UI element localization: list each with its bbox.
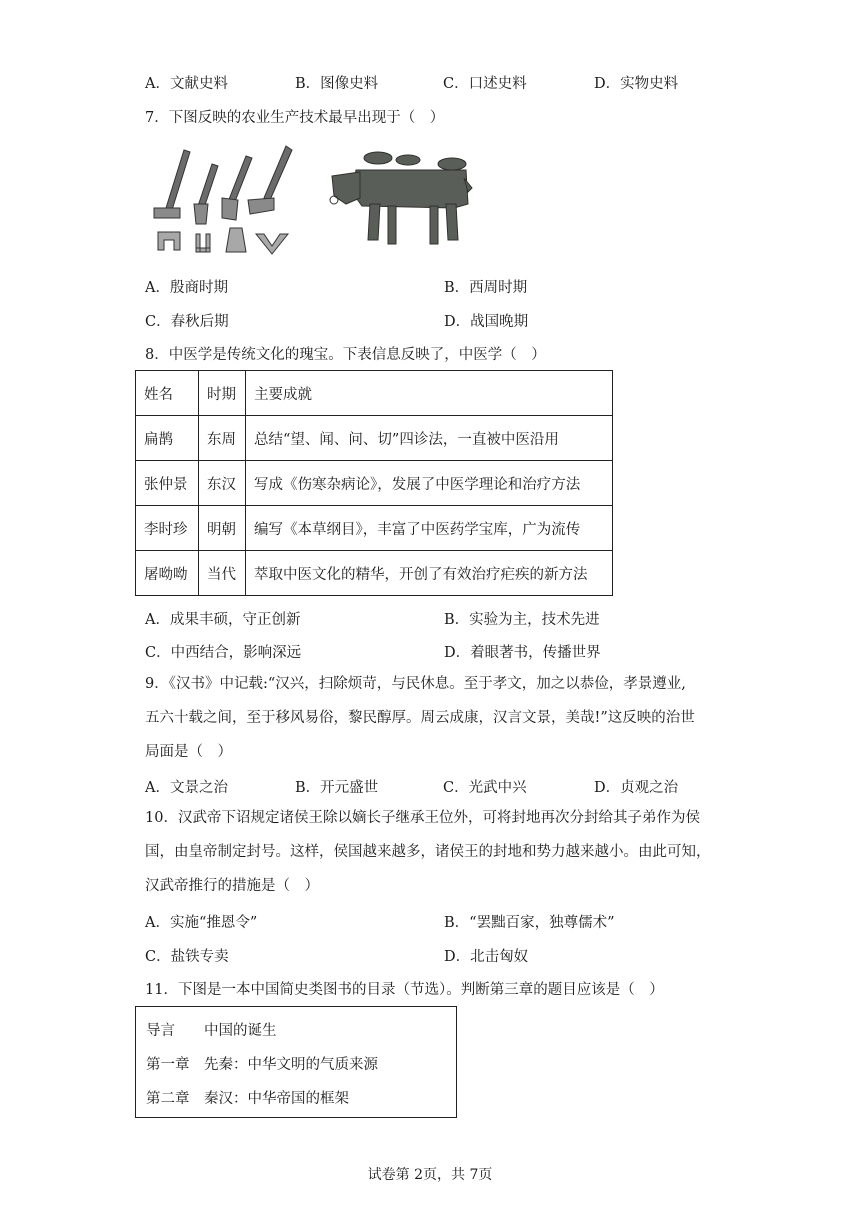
farm-tools-image xyxy=(150,142,295,257)
table-cell-period: 当代 xyxy=(199,551,246,596)
q9-stem xyxy=(145,667,715,769)
q9-stem-line: 五六十载之间，至于移风易俗，黎民醇厚。周云成康，汉言文景，美哉!”这反映的治世 xyxy=(145,710,695,726)
q9-stem-line: 9．《汉书》中记载:“汉兴，扫除烦苛，与民休息。至于孝文，加之以恭俭，孝景遵业, xyxy=(145,676,686,692)
toc-entry: 导言 中国的诞生 xyxy=(146,1023,277,1039)
q10-stem-line: 国，由皇帝制定封号。这样，侯国越来越多，诸侯王的封地和势力越来越小。由此可知， xyxy=(145,844,711,860)
q9-option-a: A．文景之治 xyxy=(145,780,228,796)
q6-option-a: A．文献史料 xyxy=(145,76,228,92)
table-row xyxy=(136,416,613,461)
toc-entry: 第二章 秦汉：中华帝国的框架 xyxy=(146,1091,349,1107)
q11-stem: 11．下图是一本中国简史类图书的目录（节选）。判断第三章的题目应该是（ ） xyxy=(145,982,664,998)
q7-option-c: C．春秋后期 xyxy=(145,314,229,330)
q7-option-d: D．战国晚期 xyxy=(444,314,529,330)
tcm-achievements-table xyxy=(135,370,613,596)
table-cell-achievement: 萃取中医文化的精华，开创了有效治疗疟疾的新方法 xyxy=(246,551,613,596)
table-header-row xyxy=(136,371,613,416)
table-cell-achievement: 编写《本草纲目》，丰富了中医药学宝库，广为流传 xyxy=(246,506,613,551)
q10-option-b: B．“罢黜百家，独尊儒术” xyxy=(444,915,615,931)
table-cell-achievement: 写成《伤寒杂病论》，发展了中医学理论和治疗方法 xyxy=(246,461,613,506)
page-footer: 试卷第 2页，共 7页 xyxy=(367,1167,493,1183)
q9-stem-line: 局面是（ ） xyxy=(145,744,232,760)
q8-stem: 8．中医学是传统文化的瑰宝。下表信息反映了，中医学（ ） xyxy=(145,347,546,363)
q9-options xyxy=(145,776,745,796)
q6-option-c: C．口述史料 xyxy=(443,76,527,92)
q9-option-c: C．光武中兴 xyxy=(443,780,527,796)
table-cell-period: 东周 xyxy=(199,416,246,461)
q8-option-b: B．实验为主，技术先进 xyxy=(444,612,600,628)
table-cell-name: 张仲景 xyxy=(136,461,199,506)
q10-stem xyxy=(145,801,715,903)
q7-option-a: A．殷商时期 xyxy=(145,280,228,296)
table-row xyxy=(136,551,613,596)
q10-option-d: D．北击匈奴 xyxy=(444,949,529,965)
book-toc-box xyxy=(135,1006,457,1118)
table-row xyxy=(136,506,613,551)
q6-option-b: B．图像史料 xyxy=(295,76,379,92)
table-cell-achievement: 总结“望、闻、问、切”四诊法，一直被中医沿用 xyxy=(246,416,613,461)
q8-option-d: D．着眼著书，传播世界 xyxy=(444,645,601,661)
q10-stem-line: 汉武帝推行的措施是（ ） xyxy=(145,878,319,894)
q10-option-a: A．实施“推恩令” xyxy=(145,915,258,931)
q9-option-d: D．贞观之治 xyxy=(594,780,679,796)
q10-stem-line: 10．汉武帝下诏规定诸侯王除以嫡长子继承王位外，可将封地再次分封给其子弟作为侯 xyxy=(145,810,700,826)
table-header-cell: 主要成就 xyxy=(246,371,613,416)
toc-entry: 第一章 先秦：中华文明的气质来源 xyxy=(146,1057,378,1073)
q6-option-d: D．实物史料 xyxy=(594,76,679,92)
q7-option-b: B．西周时期 xyxy=(444,280,528,296)
table-header-cell: 姓名 xyxy=(136,371,199,416)
q8-option-a: A．成果丰硕，守正创新 xyxy=(145,612,301,628)
bronze-ox-vessel-image xyxy=(326,148,476,253)
q6-options xyxy=(145,72,745,92)
table-header-cell: 时期 xyxy=(199,371,246,416)
table-cell-name: 李时珍 xyxy=(136,506,199,551)
q9-option-b: B．开元盛世 xyxy=(295,780,379,796)
table-cell-name: 扁鹊 xyxy=(136,416,199,461)
table-cell-name: 屠呦呦 xyxy=(136,551,199,596)
q8-option-c: C．中西结合，影响深远 xyxy=(145,645,302,661)
table-cell-period: 东汉 xyxy=(199,461,246,506)
table-row xyxy=(136,461,613,506)
table-cell-period: 明朝 xyxy=(199,506,246,551)
q10-option-c: C．盐铁专卖 xyxy=(145,949,229,965)
q7-stem: 7．下图反映的农业生产技术最早出现于（ ） xyxy=(145,110,445,126)
